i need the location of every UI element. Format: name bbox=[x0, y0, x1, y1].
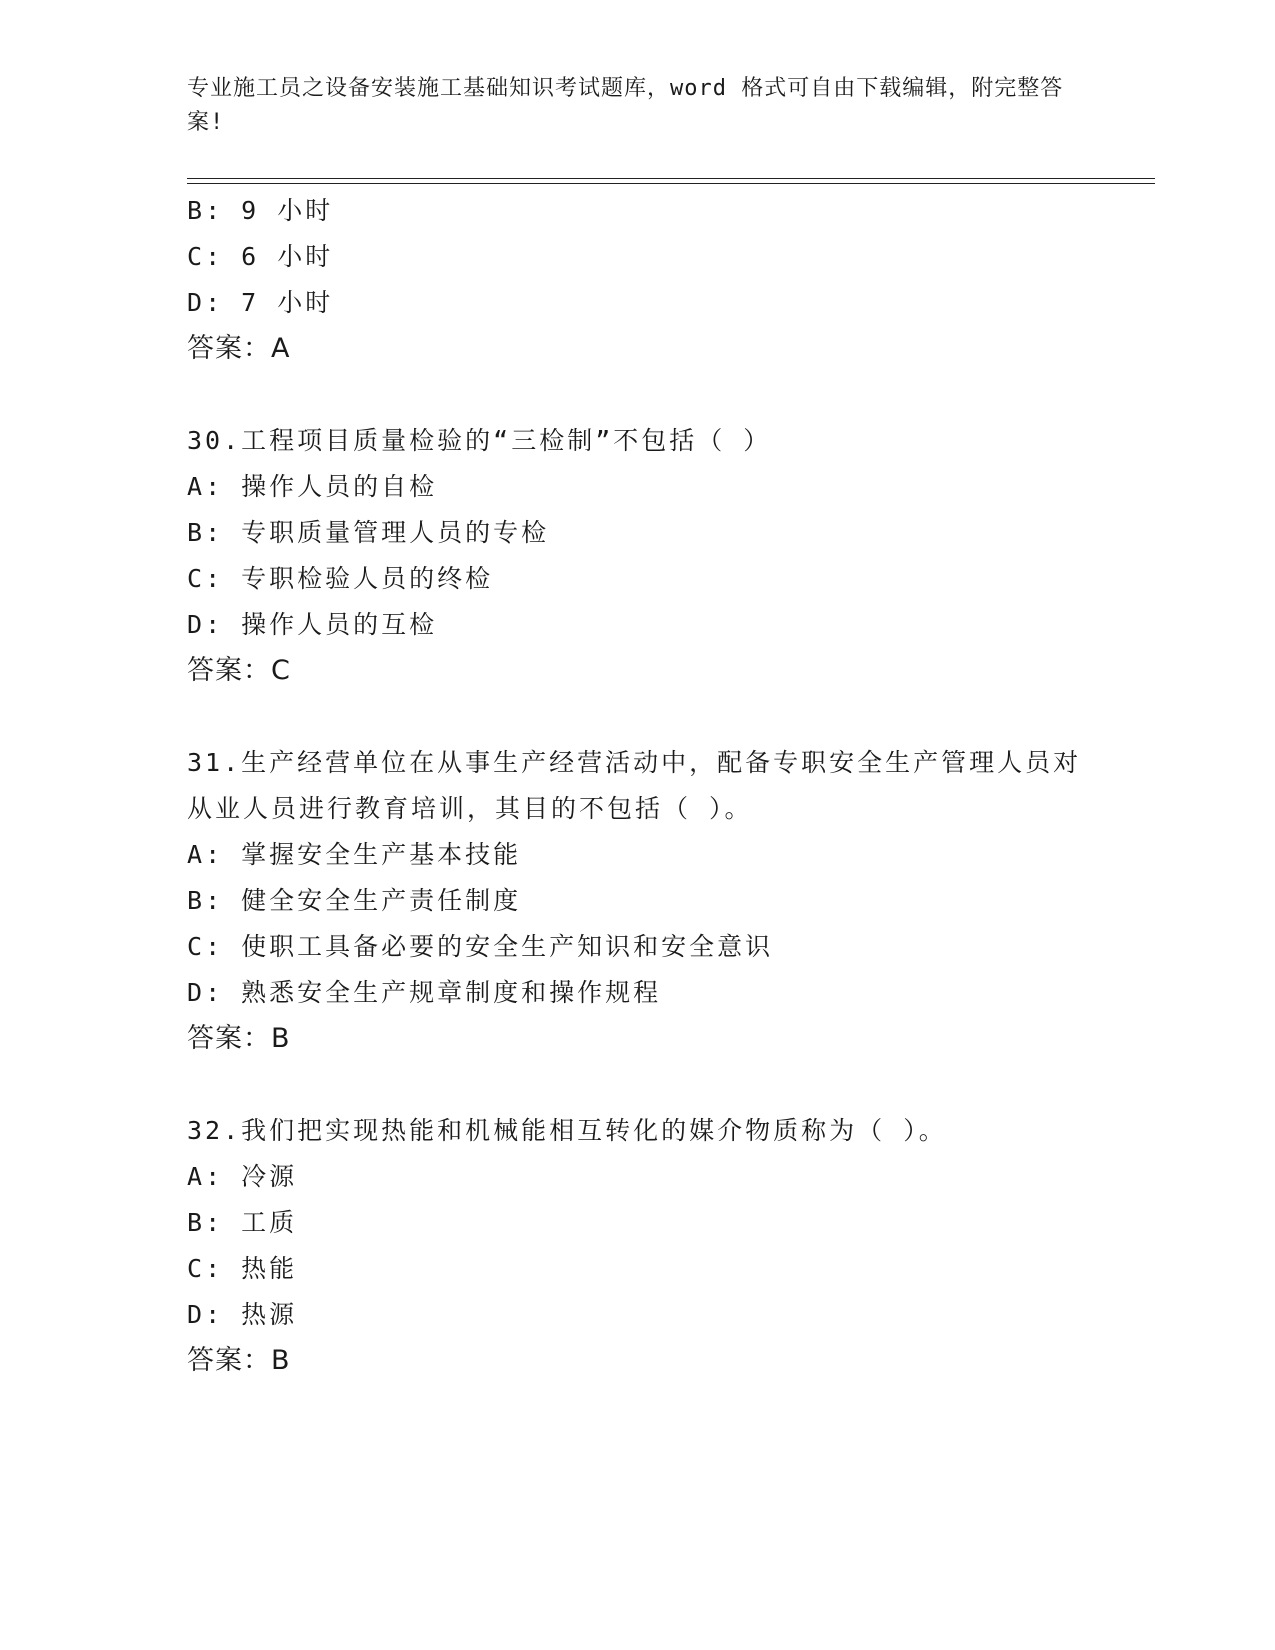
question-31 bbox=[187, 740, 1087, 1062]
option-a: A: 掌握安全生产基本技能 bbox=[187, 840, 522, 869]
answer-line: 答案：C bbox=[187, 655, 291, 686]
question-stem: 30.工程项目质量检验的“三检制”不包括（ ） bbox=[187, 426, 772, 455]
question-stem: 32.我们把实现热能和机械能相互转化的媒介物质称为（ ）。 bbox=[187, 1116, 947, 1145]
option-d: D: 7 小时 bbox=[187, 288, 334, 317]
option-d: D: 热源 bbox=[187, 1300, 298, 1329]
option-d: D: 熟悉安全生产规章制度和操作规程 bbox=[187, 978, 662, 1007]
option-c: C: 使职工具备必要的安全生产知识和安全意识 bbox=[187, 932, 774, 961]
question-32 bbox=[187, 1108, 1087, 1384]
prev-question-options bbox=[187, 188, 1087, 326]
answer-line: 答案：A bbox=[187, 333, 291, 364]
question-30 bbox=[187, 418, 1087, 694]
option-b: B: 9 小时 bbox=[187, 196, 334, 225]
question-list bbox=[187, 188, 1087, 1384]
document-header: 专业施工员之设备安装施工基础知识考试题库，word 格式可自由下载编辑，附完整答案! bbox=[187, 76, 1064, 135]
option-c: C: 热能 bbox=[187, 1254, 298, 1283]
question-stem: 31.生产经营单位在从事生产经营活动中，配备专职安全生产管理人员对从业人员进行教育培训，其目的不包括（ ）。 bbox=[187, 748, 1082, 823]
answer-line: 答案：B bbox=[187, 1345, 291, 1376]
option-a: A: 冷源 bbox=[187, 1162, 298, 1191]
option-c: C: 6 小时 bbox=[187, 242, 334, 271]
option-d: D: 操作人员的互检 bbox=[187, 610, 438, 639]
option-b: B: 健全安全生产责任制度 bbox=[187, 886, 522, 915]
option-b: B: 工质 bbox=[187, 1208, 298, 1237]
option-a: A: 操作人员的自检 bbox=[187, 472, 438, 501]
option-c: C: 专职检验人员的终检 bbox=[187, 564, 494, 593]
answer-line: 答案：B bbox=[187, 1023, 291, 1054]
header-rule-top bbox=[187, 178, 1155, 179]
option-b: B: 专职质量管理人员的专检 bbox=[187, 518, 550, 547]
header-rule-bottom bbox=[187, 183, 1155, 184]
